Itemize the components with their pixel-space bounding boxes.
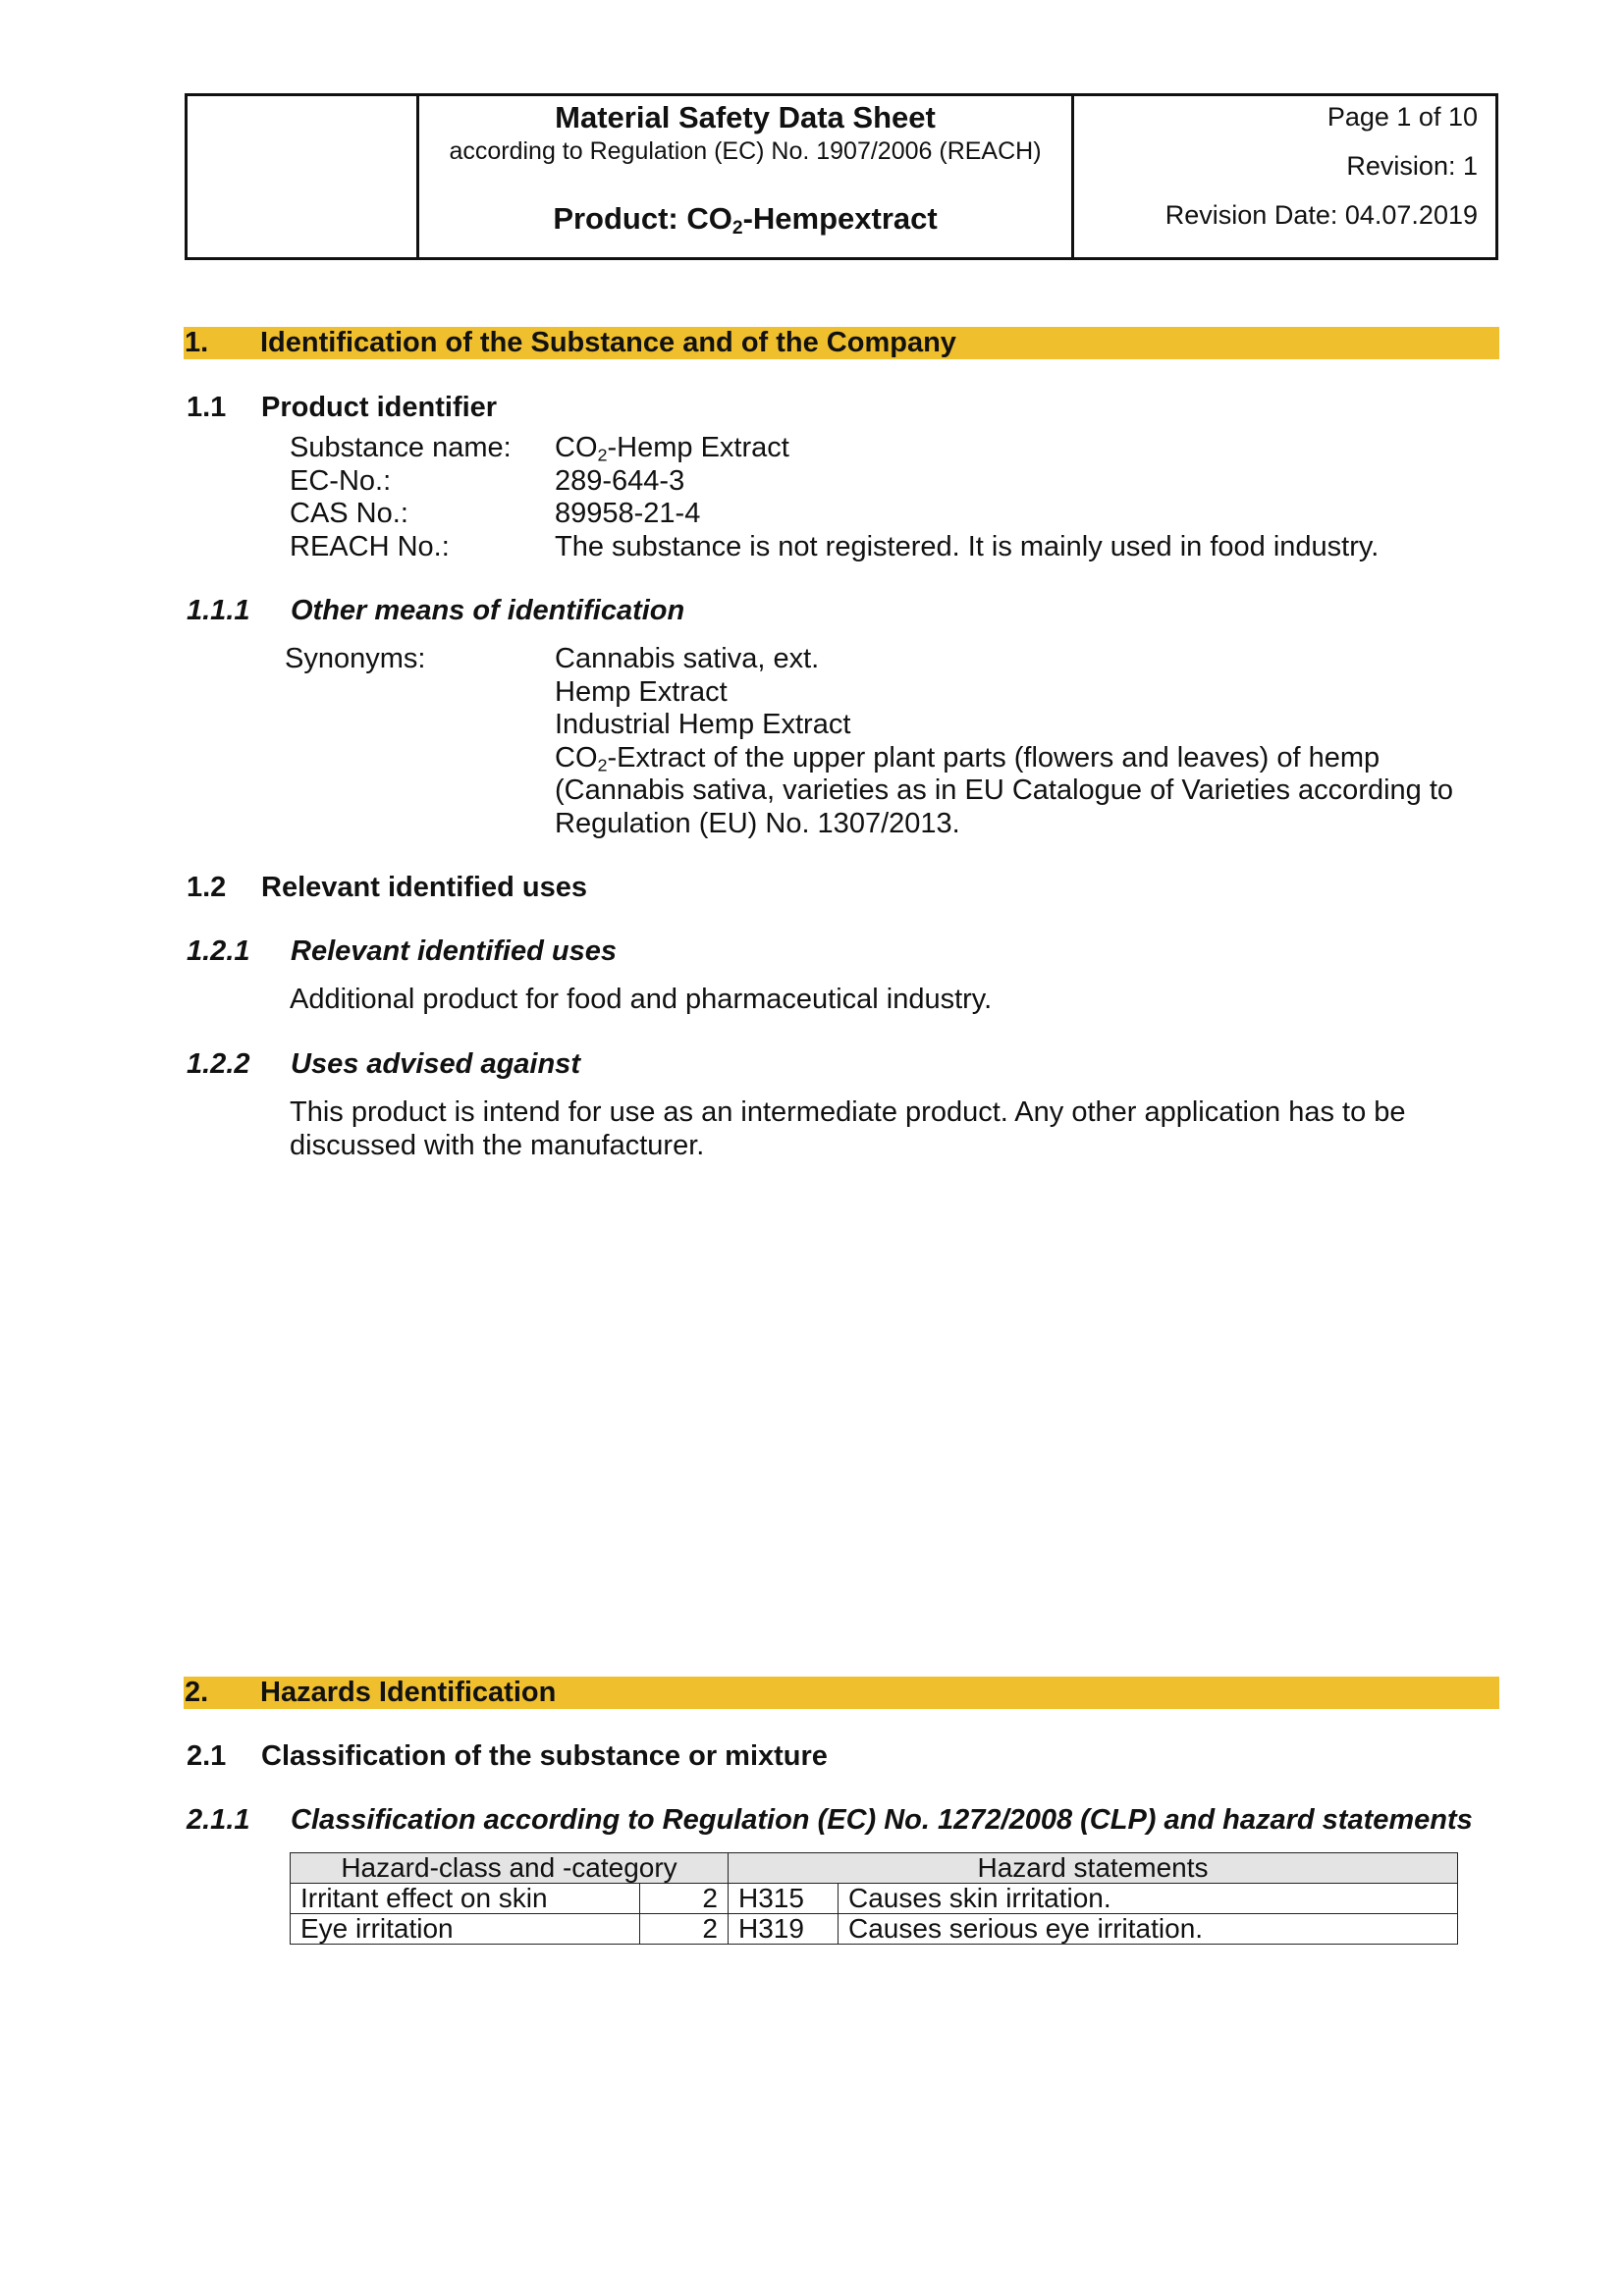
column-header-hazard-class: Hazard-class and -category: [291, 1853, 729, 1884]
hazard-statement-cell: Causes skin irritation.: [839, 1884, 1458, 1914]
heading-1-1-1: 1.1.1 Other means of identification: [187, 595, 685, 626]
synonyms-label: Synonyms:: [285, 643, 426, 674]
revision-cell: [1074, 96, 1495, 257]
synonym-item: (Cannabis sativa, varieties as in EU Catalogue of Varieties according to: [555, 774, 1454, 806]
synonyms-list: [555, 643, 1497, 840]
heading-2-1: 2.1 Classification of the substance or mixture: [187, 1740, 828, 1772]
product-name: Product: $CO_2$-Hempextract: [553, 201, 938, 239]
document-subtitle: according to Regulation (EC) No. 1907/2006 (REACH): [449, 137, 1042, 165]
revision-date: Revision Date: 04.07.2019: [1164, 200, 1478, 230]
table-header-row: [291, 1853, 1458, 1884]
synonym-item: Cannabis sativa, ext.: [555, 643, 820, 674]
hazard-statement-cell: Causes serious eye irritation.: [839, 1914, 1458, 1945]
hazard-class-cell: Eye irritation: [291, 1914, 640, 1945]
product-identifier-fields: Substance name: $CO_2$-Hemp Extract EC-No.: 289-644-3 CAS No.: 89958-21-4 REACH No.: The substance is not registered. It is mainly used in food industry.: [290, 432, 1380, 562]
revision-number: Revision: 1: [1346, 151, 1478, 181]
heading-1-2: 1.2 Relevant identified uses: [187, 872, 587, 903]
document-title: Material Safety Data Sheet: [555, 100, 936, 134]
heading-1-1: 1.1 Product identifier: [187, 392, 498, 423]
column-header-hazard-statements: Hazard statements: [729, 1853, 1458, 1884]
synonym-item: Regulation (EU) No. 1307/2013.: [555, 807, 960, 839]
identified-uses-text: Additional product for food and pharmaceutical industry.: [290, 984, 993, 1015]
section-1-heading: 1. Identification of the Substance and of the Company: [184, 327, 1499, 359]
document-header: [185, 93, 1498, 260]
hazard-table: [290, 1852, 1458, 1945]
hazard-code-cell: H319: [729, 1914, 839, 1945]
category-cell: 2: [640, 1884, 729, 1914]
hazard-class-cell: Irritant effect on skin: [291, 1884, 640, 1914]
title-cell: [419, 96, 1074, 257]
uses-advised-against-text: This product is intend for use as an intermediate product. Any other application has to be discussed with the manufacturer.: [290, 1096, 1406, 1161]
heading-1-2-2: 1.2.2 Uses advised against: [187, 1048, 580, 1080]
heading-1-2-1: 1.2.1 Relevant identified uses: [187, 935, 617, 967]
heading-2-1-1: 2.1.1 Classification according to Regulation (EC) No. 1272/2008 (CLP) and hazard statements: [187, 1804, 1473, 1836]
synonym-item: $CO_2$-Extract of the upper plant parts (flowers and leaves) of hemp: [555, 741, 1380, 774]
synonym-item: Hemp Extract: [555, 675, 728, 708]
hazard-code-cell: H315: [729, 1884, 839, 1914]
category-cell: 2: [640, 1914, 729, 1945]
section-2-heading: 2. Hazards Identification: [184, 1677, 1499, 1709]
table-row: [291, 1914, 1458, 1945]
table-row: [291, 1884, 1458, 1914]
logo-cell: [188, 96, 419, 257]
synonym-item: Industrial Hemp Extract: [555, 709, 851, 740]
page-number: Page 1 of 10: [1326, 102, 1478, 132]
